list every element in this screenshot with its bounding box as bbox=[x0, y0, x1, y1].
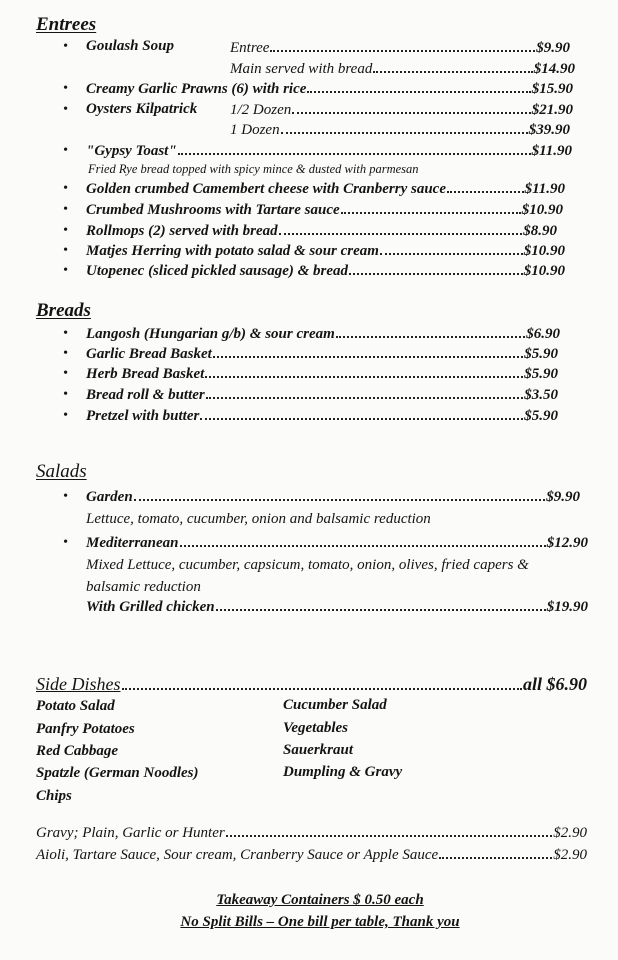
bullet: • bbox=[63, 181, 68, 196]
item-label: 1/2 Dozen bbox=[230, 102, 292, 118]
side-item: Chips bbox=[36, 788, 72, 804]
item-price: $15.90 bbox=[531, 81, 573, 97]
dot-leader bbox=[341, 212, 521, 214]
item-price: $3.50 bbox=[524, 387, 558, 403]
bullet: • bbox=[63, 81, 68, 96]
menu-item bbox=[86, 386, 558, 404]
item-price: $21.90 bbox=[531, 102, 573, 118]
bullet: • bbox=[63, 263, 68, 278]
item-label: Garden bbox=[86, 489, 133, 505]
dot-leader bbox=[373, 71, 532, 73]
item-label: Pretzel with butter bbox=[86, 408, 200, 424]
bullet: • bbox=[63, 535, 68, 550]
bullet: • bbox=[63, 102, 68, 117]
dot-leader bbox=[292, 112, 531, 114]
item-price: $14.90 bbox=[533, 61, 575, 77]
bullet: • bbox=[63, 387, 68, 402]
menu-item-grilled-chicken bbox=[86, 598, 588, 616]
item-price: $8.90 bbox=[523, 223, 557, 239]
item-price: $2.90 bbox=[553, 847, 587, 863]
menu-item-goulash-entree bbox=[230, 39, 570, 57]
item-label: Utopenec (sliced pickled sausage) & bread bbox=[86, 263, 349, 279]
dot-leader bbox=[134, 499, 546, 501]
menu-item bbox=[86, 407, 558, 425]
menu-item bbox=[86, 201, 563, 219]
item-label: Garlic Bread Basket bbox=[86, 346, 212, 362]
item-price: $10.90 bbox=[523, 263, 565, 279]
side-dishes-header bbox=[36, 673, 587, 695]
menu-item-goulash-main bbox=[230, 60, 575, 78]
dot-leader bbox=[122, 688, 522, 690]
mediterranean-description-2: balsamic reduction bbox=[86, 579, 201, 595]
side-item: Potato Salad bbox=[36, 698, 115, 714]
dot-leader bbox=[380, 253, 523, 255]
entrees-heading: Entrees bbox=[36, 14, 97, 35]
dot-leader bbox=[216, 609, 546, 611]
dot-leader bbox=[213, 356, 523, 358]
bullet: • bbox=[63, 489, 68, 504]
item-price: $12.90 bbox=[546, 535, 588, 551]
dot-leader bbox=[279, 233, 523, 235]
item-price: $10.90 bbox=[521, 202, 563, 218]
item-label: Crumbed Mushrooms with Tartare sauce bbox=[86, 202, 340, 218]
item-label: Creamy Garlic Prawns (6) with rice bbox=[86, 81, 307, 97]
breads-heading: Breads bbox=[36, 300, 91, 321]
item-label: Main served with bread bbox=[230, 61, 373, 77]
bullet: • bbox=[63, 243, 68, 258]
item-price: $9.90 bbox=[536, 40, 570, 56]
item-label: Mediterranean bbox=[86, 535, 179, 551]
dot-leader bbox=[349, 273, 523, 275]
salads-heading: Salads bbox=[36, 461, 87, 482]
bullet: • bbox=[63, 223, 68, 238]
gypsy-description: Fried Rye bread topped with spicy mince & dusted with parmesan bbox=[88, 162, 419, 176]
item-price: $6.90 bbox=[526, 326, 560, 342]
item-label: Bread roll & butter bbox=[86, 387, 205, 403]
sauce-item bbox=[36, 824, 587, 842]
menu-item bbox=[86, 180, 565, 198]
item-price: $11.90 bbox=[531, 143, 572, 159]
menu-item-prawns bbox=[86, 80, 573, 98]
item-price: $5.90 bbox=[524, 366, 558, 382]
garden-description: Lettuce, tomato, cucumber, onion and balsamic reduction bbox=[86, 511, 431, 527]
sauce-item bbox=[36, 846, 587, 864]
item-price: $19.90 bbox=[546, 599, 588, 615]
takeaway-text: Takeaway Containers $ 0.50 each bbox=[216, 892, 424, 908]
menu-item bbox=[86, 262, 565, 280]
menu-item-gypsy-toast bbox=[86, 142, 572, 160]
item-price: $5.90 bbox=[524, 346, 558, 362]
menu-item bbox=[86, 222, 557, 240]
menu-item bbox=[86, 365, 558, 383]
item-label: Golden crumbed Camembert cheese with Cranberry sauce bbox=[86, 181, 446, 197]
dot-leader bbox=[270, 50, 535, 52]
item-price: $10.90 bbox=[523, 243, 565, 259]
bullet: • bbox=[63, 39, 68, 54]
side-item: Sauerkraut bbox=[283, 742, 354, 758]
menu-item bbox=[86, 325, 560, 343]
dot-leader bbox=[439, 857, 552, 859]
mediterranean-description: Mixed Lettuce, cucumber, capsicum, tomato, onion, olives, fried capers & bbox=[86, 557, 529, 573]
split-bills-text: No Split Bills – One bill per table, Thank you bbox=[180, 914, 460, 930]
menu-item-oysters-dozen bbox=[230, 121, 570, 139]
bullet: • bbox=[63, 202, 68, 217]
side-item: Panfry Potatoes bbox=[36, 721, 135, 737]
item-label: 1 Dozen bbox=[230, 122, 280, 138]
menu-item-oysters-half bbox=[230, 101, 573, 119]
item-label: "Gypsy Toast" bbox=[86, 143, 177, 159]
item-price: $11.90 bbox=[524, 181, 565, 197]
item-price: $39.90 bbox=[528, 122, 570, 138]
bullet: • bbox=[63, 408, 68, 423]
item-label: Aioli, Tartare Sauce, Sour cream, Cranberry Sauce or Apple Sauce bbox=[36, 847, 439, 863]
side-item: Cucumber Salad bbox=[283, 697, 387, 713]
side-item: Spatzle (German Noodles) bbox=[36, 765, 199, 781]
dot-leader bbox=[307, 91, 530, 93]
item-label: Entree bbox=[230, 40, 270, 56]
dot-leader bbox=[336, 336, 525, 338]
takeaway-note bbox=[22, 892, 618, 909]
side-item: Red Cabbage bbox=[36, 743, 119, 759]
item-price: $9.90 bbox=[546, 489, 580, 505]
dot-leader bbox=[200, 418, 523, 420]
item-label: Langosh (Hungarian g/b) & sour cream bbox=[86, 326, 335, 342]
bullet: • bbox=[63, 143, 68, 158]
menu-item-mediterranean bbox=[86, 534, 588, 552]
side-item: Vegetables bbox=[283, 720, 348, 736]
bullet: • bbox=[63, 366, 68, 381]
item-label: Herb Bread Basket bbox=[86, 366, 205, 382]
side-item: Dumpling & Gravy bbox=[283, 764, 403, 780]
item-label: Rollmops (2) served with bread bbox=[86, 223, 278, 239]
side-dishes-heading: Side Dishes bbox=[36, 674, 121, 694]
split-bills-note bbox=[22, 914, 618, 931]
dot-leader bbox=[205, 376, 523, 378]
oysters-name: Oysters Kilpatrick bbox=[86, 101, 198, 117]
bullet: • bbox=[63, 326, 68, 341]
menu-item bbox=[86, 345, 558, 363]
item-price: $5.90 bbox=[524, 408, 558, 424]
item-label: With Grilled chicken bbox=[86, 599, 215, 615]
dot-leader bbox=[447, 191, 524, 193]
item-label: Gravy; Plain, Garlic or Hunter bbox=[36, 825, 225, 841]
goulash-name: Goulash Soup bbox=[86, 38, 174, 54]
dot-leader bbox=[226, 835, 553, 837]
dot-leader bbox=[281, 132, 528, 134]
side-dishes-price: all $6.90 bbox=[522, 674, 587, 694]
dot-leader bbox=[206, 397, 523, 399]
menu-item bbox=[86, 242, 565, 260]
bullet: • bbox=[63, 346, 68, 361]
dot-leader bbox=[180, 545, 546, 547]
menu-item-garden bbox=[86, 488, 580, 506]
item-price: $2.90 bbox=[553, 825, 587, 841]
dot-leader bbox=[178, 153, 531, 155]
item-label: Matjes Herring with potato salad & sour cream bbox=[86, 243, 379, 259]
